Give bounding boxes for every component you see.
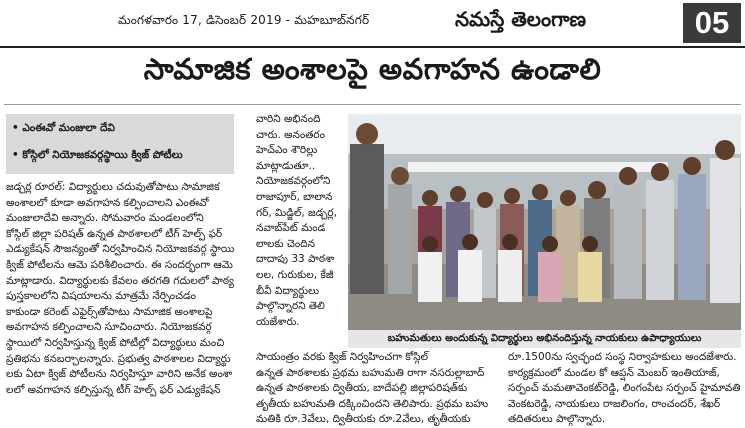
masthead: [0, 0, 745, 48]
photo-caption: బహుమతులు అందుకున్న విద్యార్థులు అభినందిస్తున్న నాయకులు ఉపాధ్యాయులు: [348, 330, 741, 348]
body-text-line: పాల్గొన్నారని తెలి: [256, 300, 325, 313]
body-text-line: కాకుండా కరెంట్ ఎఫైర్స్‌తోపాటు సామాజిక అంశాలపై: [6, 305, 213, 318]
body-text-line: తదితరులు పాల్గొన్నారు.: [508, 413, 606, 426]
body-text-line: దాదాపు 33 పాఠశా: [256, 253, 335, 266]
body-text-line: రాజాపూర్, బాలాన: [256, 190, 333, 203]
body-text-line: మతికి రూ.3వేలు, ద్వితీయకు రూ.2వేలు, తృతీయకు: [256, 413, 471, 426]
body-text-line: నవాబ్‌పేట్ మండ: [256, 222, 326, 235]
body-text-line: మంజులాదేవి అన్నారు. సోమవారం మండలంలోని: [6, 212, 204, 225]
body-text-line: మాట్లాడారు. విద్యార్థులకు కేవలం తరగతి గదులలో పాఠ్య: [6, 274, 234, 287]
body-text-line: నియోజకవర్గంలోని: [256, 175, 331, 188]
body-column-bottom-middle: [256, 350, 504, 428]
body-text-line: తృతీయ బహుమతి దక్కించిందని తెలిపారు. ప్రథమ బహు: [256, 397, 489, 410]
body-text-line: ఎడ్యుకేషన్ సౌజన్యంతో నిర్వహించిన నియోజకవర్గ స్థాయి: [6, 243, 235, 256]
event-photo: [348, 114, 741, 330]
body-text-line: జడ్చర్ల రూరల్: విద్యార్థులు చదువుతోపాటు సామాజిక: [6, 181, 220, 193]
page-number-badge: 05: [683, 3, 741, 43]
body-text-line: అవగాహన కల్పించాలని సూచించారు. నియోజకవర్గ: [6, 321, 212, 334]
body-text-line: హెచ్ఎం శౌరిల్లు: [256, 144, 318, 157]
dateline: మంగళవారం 17, డిసెంబర్ 2019 - మహబూబ్‌నగర్: [118, 13, 370, 27]
body-column-middle: [256, 112, 346, 332]
headline-divider: [4, 104, 741, 105]
body-text-line: బీవీ విద్యార్థులు: [256, 284, 320, 297]
body-text-line: లాలకు చెందిన: [256, 237, 315, 250]
body-text-line: లలో అవగాహన కల్పిస్తున్న టీగ్ హెల్ప్ ఫర్ ఎడ్యుకేషన్: [6, 383, 221, 396]
body-text-line: చారు. అనంతరం: [256, 128, 325, 141]
body-text-line: గర్, మిడ్జిల్, జడ్చర్ల,: [256, 206, 337, 219]
body-text-line: మాట్లాడుతూ..: [256, 159, 316, 172]
body-text-line: పుస్తకాలలోని విషయాలను మాత్రమే నేర్పించడం: [6, 290, 196, 303]
body-text-line: వారిని అభినంది: [256, 113, 321, 125]
body-text-line: ప్రతిభను కనబర్చాలన్నారు. ప్రభుత్వ పాఠశాలల విద్యార్థు: [6, 352, 231, 365]
body-column-bottom-right: [508, 350, 744, 428]
highlights-box: [6, 114, 234, 174]
body-text-line: ఉన్నత పాఠశాలకు ప్రథమ బహుమతి రాగా నసరుల్లాబాద్: [256, 366, 485, 379]
body-text-line: సర్పంచ్ మమతావెంకట్‌రెడ్డి, లింగంపేట సర్పంచ్ హైమావతి: [508, 382, 741, 395]
highlight-item: • ఎంఈవో మంజులా దేవి: [12, 122, 115, 134]
body-text-line: ఉన్నత పాఠశాలకు ద్వితీయ, బాదేపల్లి జిల్లాపరిషత్‌కు: [256, 382, 468, 395]
body-text-line: యజేశారు.: [256, 315, 300, 328]
body-text-line: లల, గురుకుల, కేజీ: [256, 268, 334, 281]
body-text-line: కార్యక్రమంలో మండల కో ఆప్షన్ మెంబర్ ఇంతియాజ్,: [508, 366, 720, 379]
body-text-line: కోస్గిల్ జిల్లా పరిషత్ ఉన్నత పాఠశాలలో టీగ్ హెల్ప్ ఫర్: [6, 227, 223, 240]
body-text-line: రూ.1500ను స్వచ్ఛంద సంస్థ నిర్వాహకులు అందజేశారు.: [508, 351, 737, 363]
photo-illustration: [348, 114, 741, 330]
body-text-line: స్థాయిలో నిర్వహిస్తున్న క్విజ్ పోటీల్లో విద్యార్థులు మంచి: [6, 336, 225, 349]
body-text-line: అంశాలలో కూడా అవగాహన కల్పించాలని ఎంఈవో: [6, 196, 209, 209]
body-text-line: వెంకటరెడ్డి, నాయకులు రాజలింగం, రాంచందర్, శేఖర్: [508, 397, 721, 410]
body-text-line: క్విజ్ పోటీలను ఆమె పరిశీలించారు. ఈ సందర్భంగా ఆమె: [6, 258, 233, 271]
headline: సామాజిక అంశాలపై అవగాహన ఉండాలి: [143, 52, 602, 86]
body-text-line: సాయంత్రం వరకు క్విజ్ నిర్వహించగా కోస్గిల్: [256, 351, 429, 363]
body-text-line: లకు ఏటా క్విజ్ పోటీలను నిర్వహిస్తూ వారిని అనేక అంశా: [6, 368, 233, 381]
newspaper-brand: నమస్తే తెలంగాణ: [455, 7, 587, 31]
highlight-item: • కోస్గిలో నియోజకవర్గస్థాయి క్విజ్ పోటీలు: [12, 149, 183, 161]
